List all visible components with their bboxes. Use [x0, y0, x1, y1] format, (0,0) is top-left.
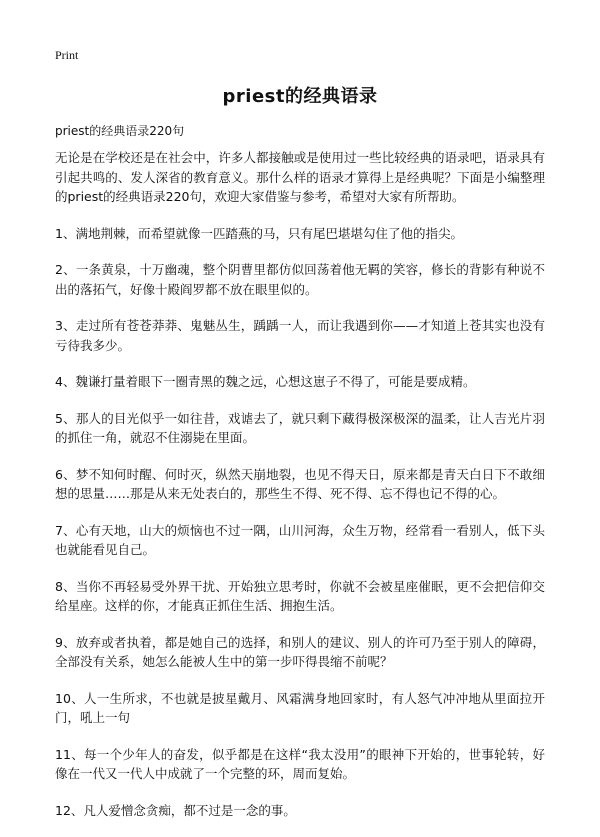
quote-paragraph-11: 11、每一个少年人的奋发，似乎都是在这样“我太没用”的眼神下开始的，世事轮转，好像在一代又一代人中成就了一个完整的环，周而复始。 [55, 746, 545, 781]
quote-paragraph-3: 3、走过所有苍苍莽莽、鬼魅丛生，踽踽一人，而让我遇到你——才知道上苍其实也没有亏待我多少。 [55, 318, 545, 353]
quote-paragraph-2: 2、一条黄泉，十万幽魂，整个阴曹里都仿似回荡着他无羁的笑容，修长的背影有种说不出的落拓气，好像十殿阎罗都不放在眼里似的。 [55, 262, 545, 297]
quote-paragraph-9: 9、放弃或者执着，都是她自己的选择，和别人的建议、别人的许可乃至于别人的障碍，全部没有关系，她怎么能被人生中的第一步吓得畏缩不前呢？ [55, 634, 545, 669]
quote-paragraph-6: 6、梦不知何时醒、何时灭，纵然天崩地裂，也见不得天日，原来都是青天白日下不敢细想的思量……那是从来无处表白的，那些生不得、死不得、忘不得也记不得的心。 [55, 466, 545, 501]
intro-paragraph: 无论是在学校还是在社会中，许多人都接触或是使用过一些比较经典的语录吧，语录具有引起共鸣的、发人深省的教育意义。那什么样的语录才算得上是经典呢？下面是小编整理的priest的经典语录220句，欢迎大家借鉴与参考，希望对大家有所帮助。 [55, 150, 545, 204]
quote-paragraph-7: 7、心有天地，山大的烦恼也不过一隅，山川河海，众生万物，经常看一看别人，低下头也就能看见自己。 [55, 522, 545, 557]
quote-paragraph-10: 10、人一生所求，不也就是披星戴月、风霜满身地回家时，有人怒气冲冲地从里面拉开门，吼上一句 [55, 690, 545, 725]
quote-paragraph-4: 4、魏谦打量着眼下一圈青黑的魏之远，心想这崽子不得了，可能是要成精。 [55, 374, 476, 389]
page-title: priest的经典语录 [222, 86, 378, 107]
quote-paragraph-12: 12、凡人爱憎念贪痴，都不过是一念的事。 [55, 802, 296, 818]
quote-paragraph-1: 1、满地荆棘，而希望就像一匹踏燕的马，只有尾巴堪堪勾住了他的指尖。 [55, 225, 463, 241]
quote-paragraph-8: 8、当你不再轻易受外界干扰、开始独立思考时，你就不会被星座催眠，更不会把信仰交给星座。这样的你，才能真正抓住生活、拥抱生活。 [55, 578, 545, 613]
article-body [55, 148, 545, 837]
quote-paragraph-5: 5、那人的目光似乎一如往昔，戏谑去了，就只剩下藏得极深极深的温柔，让人吉光片羽的抓住一角，就忍不住溺毙在里面。 [55, 410, 545, 445]
print-link[interactable]: Print [55, 48, 79, 62]
article-subtitle: priest的经典语录220句 [55, 124, 185, 138]
